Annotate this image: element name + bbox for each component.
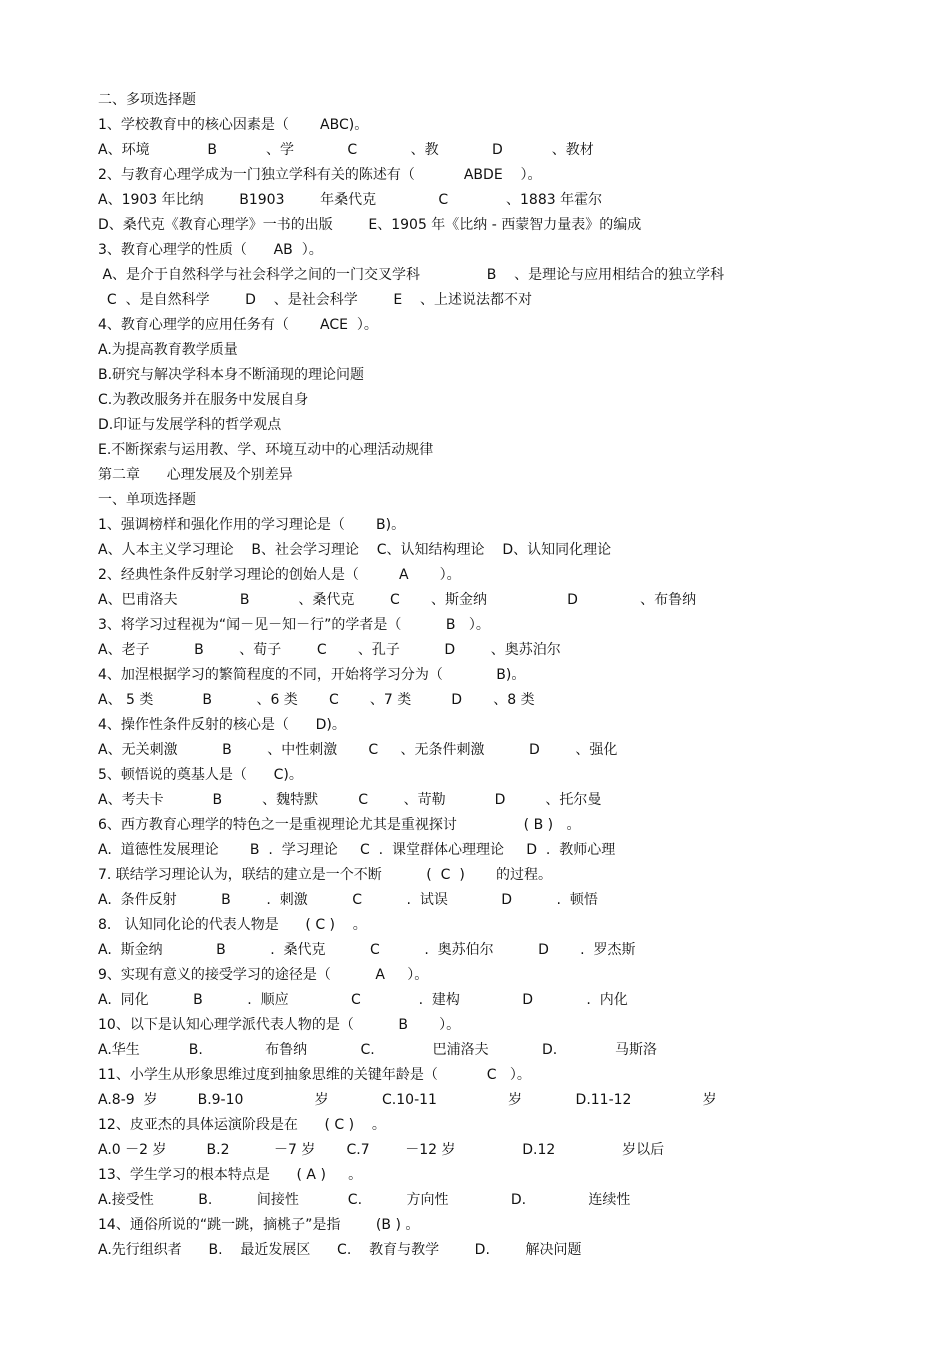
options-line: A. 道德性发展理论 B . 学习理论 C . 课堂群体心理理论 D . 教师心理: [98, 842, 616, 858]
options-line: C.为教改服务并在服务中发展自身: [98, 392, 309, 408]
options-line: A. 同化 B . 顺应 C . 建构 D . 内化: [98, 992, 628, 1008]
options-line: A.华生 B. 布鲁纳 C. 巴浦洛夫 D. 马斯洛: [98, 1042, 658, 1058]
question-line: 6、西方教育心理学的特色之一是重视理论尤其是重视探讨 ( B ) 。: [98, 817, 581, 833]
question-line: 1、强调榜样和强化作用的学习理论是（ B)。: [98, 517, 406, 533]
question-line: 2、经典性条件反射学习理论的创始人是（ A ）。: [98, 567, 461, 583]
options-line: A.0 －2 岁 B.2 －7 岁 C.7 －12 岁 D.12 岁以后: [98, 1142, 665, 1158]
options-line: A、考夫卡 B 、魏特默 C 、苛勒 D 、托尔曼: [98, 792, 602, 808]
question-line: 11、小学生从形象思维过度到抽象思维的关键年龄是（ C ）。: [98, 1067, 531, 1083]
question-line: 9、实现有意义的接受学习的途径是（ A ）。: [98, 967, 429, 983]
question-line: 4、操作性条件反射的核心是（ D)。: [98, 717, 346, 733]
options-line: D.印证与发展学科的哲学观点: [98, 417, 282, 433]
options-line: E.不断探索与运用教、学、环境互动中的心理活动规律: [98, 442, 434, 458]
question-line: 4、教育心理学的应用任务有（ ACE ）。: [98, 317, 378, 333]
question-line: 8. 认知同化论的代表人物是 ( C ) 。: [98, 917, 367, 933]
question-line: 14、通俗所说的“跳一跳，摘桃子”是指 (B ) 。: [98, 1217, 420, 1233]
options-line: A、是介于自然科学与社会科学之间的一门交叉学科 B 、是理论与应用相结合的独立学科: [98, 267, 725, 283]
options-line: A、1903 年比纳 B1903 年桑代克 C 、1883 年霍尔: [98, 192, 603, 208]
question-line: 2、与教育心理学成为一门独立学科有关的陈述有（ ABDE ）。: [98, 167, 542, 183]
chapter-heading: 第二章 心理发展及个别差异: [98, 467, 293, 483]
question-line: 1、学校教育中的核心因素是（ ABC)。: [98, 117, 369, 133]
options-line: A、 5 类 B 、6 类 C 、7 类 D 、8 类: [98, 692, 535, 708]
options-line: A.为提高教育教学质量: [98, 342, 238, 358]
question-line: 4、加涅根据学习的繁简程度的不同，开始将学习分为（ B)。: [98, 667, 526, 683]
options-line: A、无关刺激 B 、中性刺激 C 、无条件刺激 D 、强化: [98, 742, 618, 758]
options-line: A. 条件反射 B . 刺激 C . 试误 D . 顿悟: [98, 892, 598, 908]
section-heading-multiple-choice: 二、多项选择题: [98, 92, 196, 108]
options-line: A.8-9 岁 B.9-10 岁 C.10-11 岁 D.11-12 岁: [98, 1092, 717, 1108]
question-line: 13、学生学习的根本特点是 ( A ) 。: [98, 1167, 363, 1183]
question-line: 12、皮亚杰的具体运演阶段是在 ( C ) 。: [98, 1117, 386, 1133]
options-line: A.接受性 B. 间接性 C. 方向性 D. 连续性: [98, 1192, 631, 1208]
options-line: A.先行组织者 B. 最近发展区 C. 教育与教学 D. 解决问题: [98, 1242, 582, 1258]
options-line: A、环境 B 、学 C 、教 D 、教材: [98, 142, 594, 158]
options-line: A、巴甫洛夫 B 、桑代克 C 、斯金纳 D 、布鲁纳: [98, 592, 697, 608]
options-line: A. 斯金纳 B . 桑代克 C . 奥苏伯尔 D . 罗杰斯: [98, 942, 636, 958]
question-line: 10、以下是认知心理学派代表人物的是（ B ）。: [98, 1017, 461, 1033]
question-line: 3、教育心理学的性质（ AB ）。: [98, 242, 323, 258]
options-line: B.研究与解决学科本身不断涌现的理论问题: [98, 367, 365, 383]
options-line: D、桑代克《教育心理学》一书的出版 E、1905 年《比纳 - 西蒙智力量表》的编成: [98, 217, 642, 233]
options-line: A、老子 B 、荀子 C 、孔子 D 、奥苏泊尔: [98, 642, 561, 658]
question-line: 7. 联结学习理论认为，联结的建立是一个不断 ( C ) 的过程。: [98, 867, 552, 883]
question-line: 3、将学习过程视为“闻－见－知－行”的学者是（ B ）。: [98, 617, 490, 633]
options-line: C 、是自然科学 D 、是社会科学 E 、上述说法都不对: [98, 292, 533, 308]
section-heading-single-choice: 一、单项选择题: [98, 492, 196, 508]
options-line: A、人本主义学习理论 B、社会学习理论 C、认知结构理论 D、认知同化理论: [98, 542, 612, 558]
question-line: 5、顿悟说的奠基人是（ C)。: [98, 767, 303, 783]
